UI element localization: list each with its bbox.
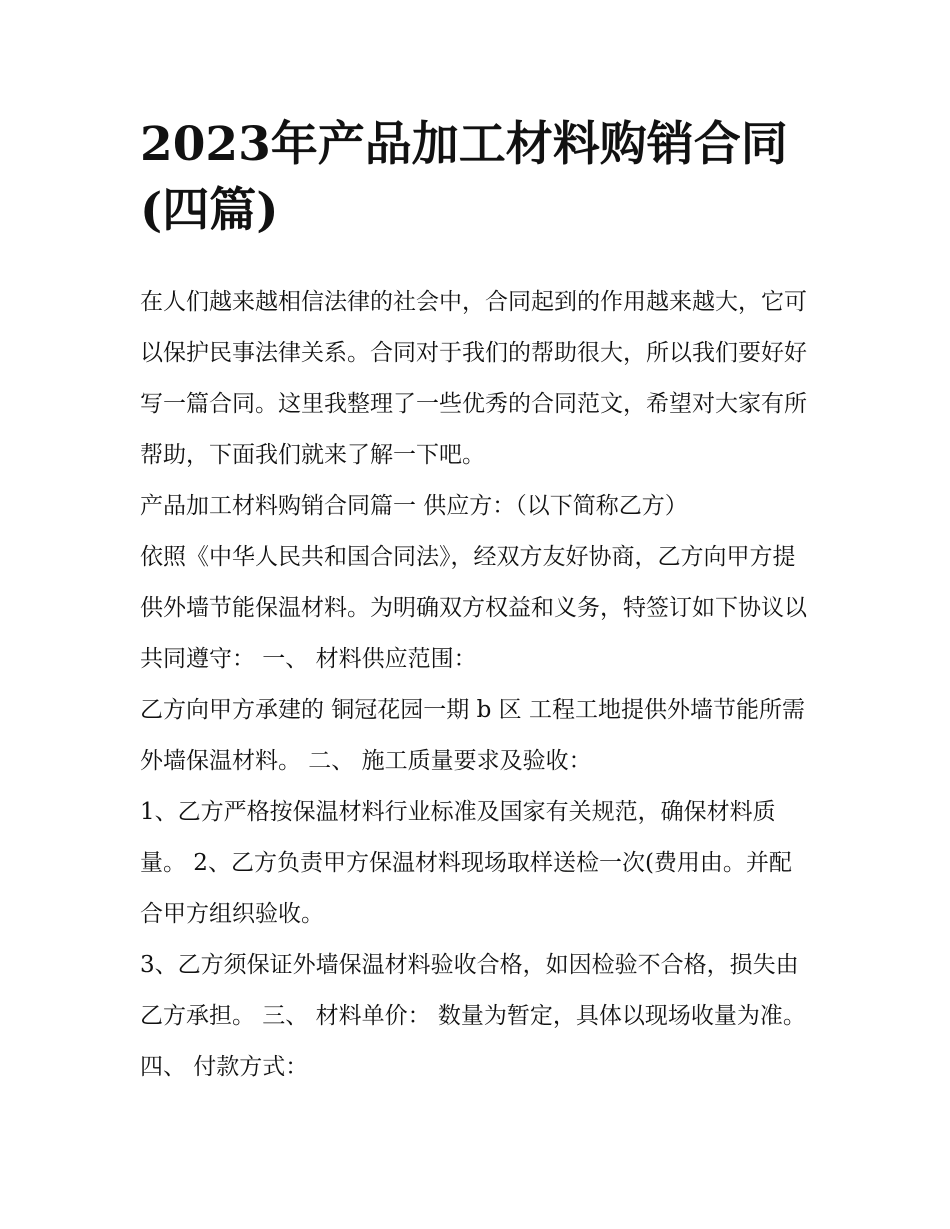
document-body [140,277,812,1093]
agreement-paragraph: 依照《中华人民共和国合同法》，经双方友好协商，乙方向甲方提供外墙节能保温材料。为明确双方权益和义务，特签订如下协议以共同遵守： 一、 材料供应范围： [140,544,807,672]
document-title: 2023年产品加工材料购销合同(四篇) [140,117,788,238]
intro-paragraph: 在人们越来越相信法律的社会中，合同起到的作用越来越大，它可以保护民事法律关系。合同对于我们的帮助很大，所以我们要好好写一篇合同。这里我整理了一些优秀的合同范文，希望对大家有所帮助，下面我们就来了解一下吧。 [140,289,807,468]
acceptance-paragraph: 3、乙方须保证外墙保温材料验收合格，如因检验不合格，损失由乙方承担。 三、 材料单价： 数量为暂定，具体以现场收量为准。 四、 付款方式： [140,952,814,1080]
contract-heading-paragraph: 产品加工材料购销合同篇一 供应方：（以下简称乙方） [140,493,688,519]
quality-paragraph: 1、乙方严格按保温材料行业标准及国家有关规范，确保材料质量。 2、乙方负责甲方保温材料现场取样送检一次(费用由。并配合甲方组织验收。 [140,799,792,927]
supply-scope-paragraph: 乙方向甲方承建的 铜冠花园一期 b 区 工程工地提供外墙节能所需外墙保温材料。 二、 施工质量要求及验收： [140,697,805,774]
